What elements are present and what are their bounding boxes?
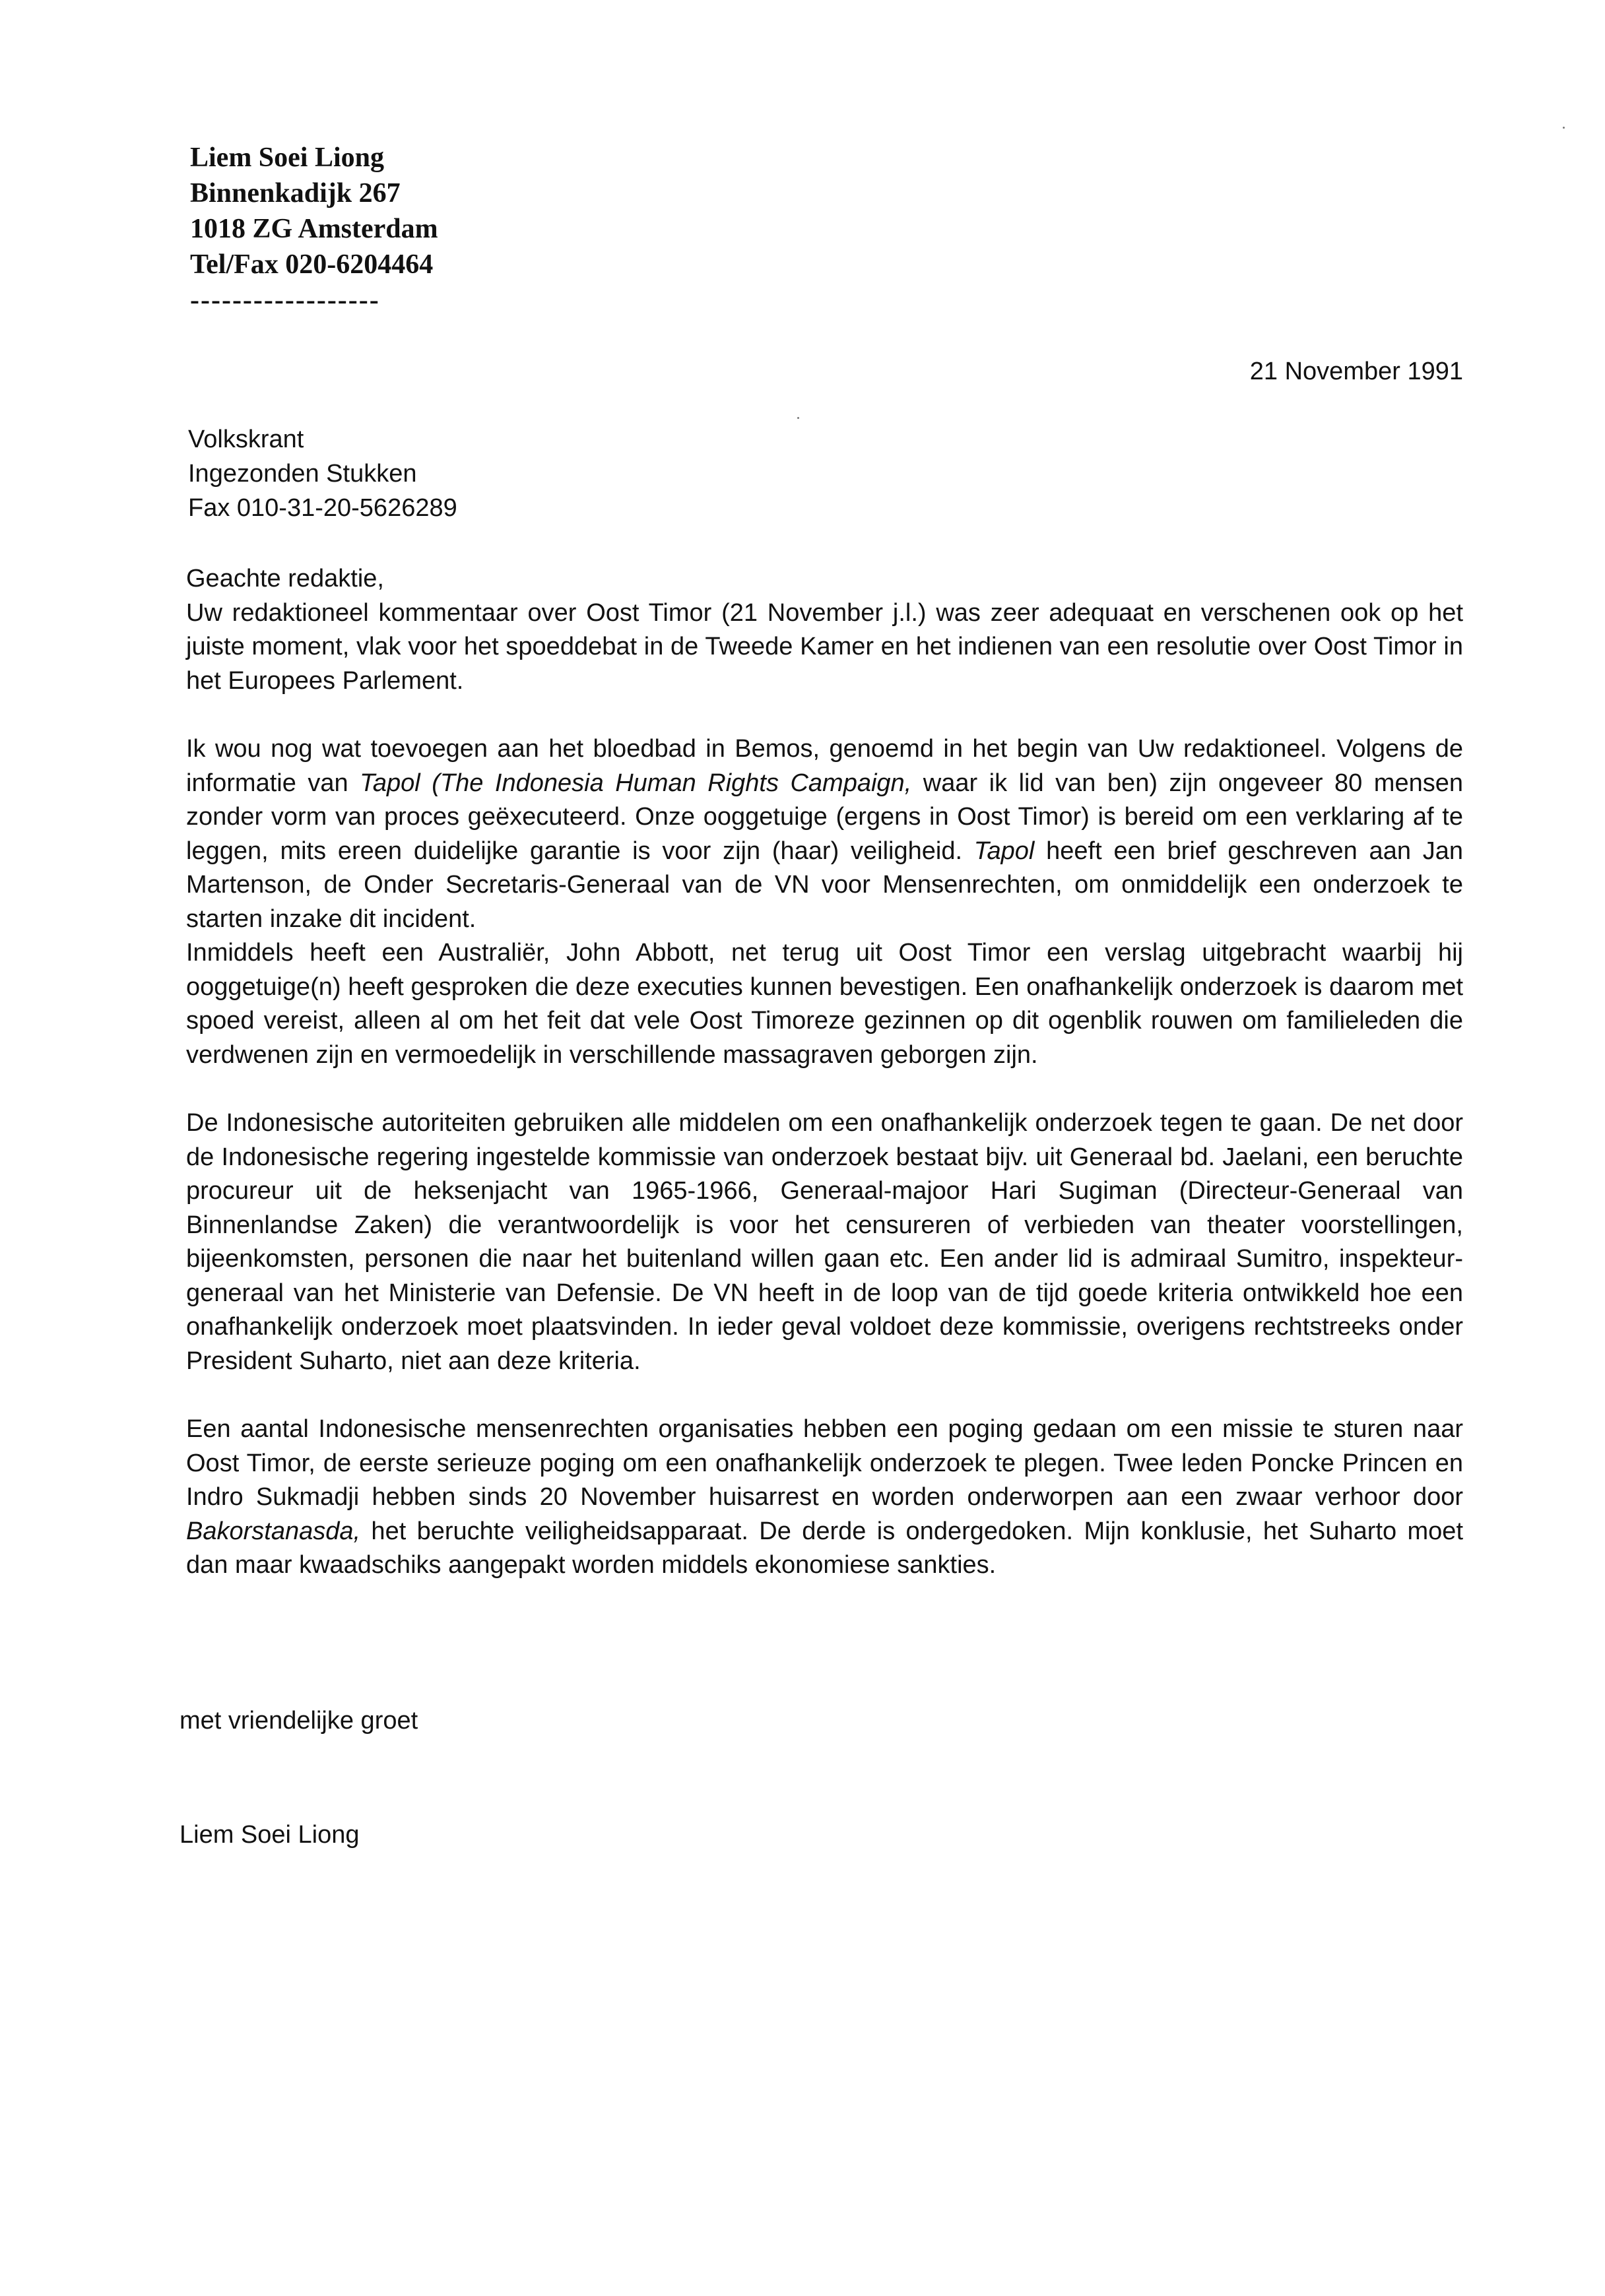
- recipient-line-1: Volkskrant: [188, 426, 304, 453]
- closing-greeting: met vriendelijke groet: [180, 1707, 418, 1735]
- sender-name: Liem Soei Liong: [190, 143, 385, 173]
- recipient-line-2: Ingezonden Stukken: [188, 460, 417, 488]
- tapol-reference-2: Tapol: [973, 837, 1035, 865]
- paragraph-1: Uw redaktioneel kommentaar over Oost Timor (21 November j.l.) was zeer adequaat en verschenen ook op het juiste moment, vlak voor het spoeddebat in de Tweede Kamer en het indienen van een resolutie over Oost Timor in het Europees Parlement.: [186, 598, 1463, 695]
- scan-speck: [797, 417, 799, 419]
- bakorstanasda-reference: Bakorstanasda,: [186, 1517, 361, 1545]
- recipient-block: [188, 422, 457, 525]
- letter-body: [186, 562, 1463, 1583]
- paragraph-3: Inmiddels heeft een Australiër, John Abbott, net terug uit Oost Timor een verslag uitgebracht waarbij hij ooggetuige(n) heeft gesproken die deze executies kunnen bevestigen. Een onafhankelijk onderzoek is daarom met spoed vereist, alleen al om het feit dat vele Oost Timoreze gezinnen op dit ogenblik rouwen om familieleden die verdwenen zijn en vermoedelijk in verschillende massagraven geborgen zijn.: [186, 939, 1463, 1069]
- signature-name: Liem Soei Liong: [180, 1821, 360, 1849]
- paragraph-5-part-a: Een aantal Indonesische mensenrechten organisaties hebben een poging gedaan om een missie te sturen naar Oost Timor, de eerste serieuze poging om een onafhankelijk onderzoek te plegen. Twee leden Poncke Princen en Indro Sukmadji hebben sinds 20 November huisarrest en worden onderworpen aan een zwaar verhoor door: [186, 1415, 1463, 1511]
- salutation: Geachte redaktie,: [186, 565, 384, 592]
- scan-speck: [1563, 127, 1565, 129]
- paragraph-2-part-a: Ik wou nog wat toevoegen aan het bloedbad in Bemos, genoemd in het begin van Uw redaktioneel. Volgens de informatie van: [186, 735, 1463, 797]
- sender-address-block: [190, 140, 438, 318]
- paragraph-5: [186, 1413, 1463, 1583]
- recipient-line-3: Fax 010-31-20-5626289: [188, 494, 457, 522]
- paragraph-5-part-b: het beruchte veiligheidsapparaat. De derde is ondergedoken. Mijn konklusie, het Suharto moet dan maar kwaadschiks aangepakt worden middels ekonomiese sankties.: [186, 1517, 1463, 1579]
- paragraph-2-part-b: waar ik lid van ben) zijn ongeveer 80 mensen zonder vorm van proces geëxecuteerd. Onze ooggetuige (ergens in Oost Timor) is bereid om een verklaring af te leggen, mits ereen duidelijke garantie is voor zijn (haar) veiligheid.: [186, 769, 1463, 865]
- sender-phone: Tel/Fax 020-6204464: [190, 249, 434, 280]
- paragraph-2-part-c: heeft een brief geschreven aan Jan Martenson, de Onder Secretaris-Generaal van de VN voor Mensenrechten, om onmiddelijk een onderzoek te starten inzake dit incident.: [186, 837, 1464, 933]
- paragraph-2: [186, 732, 1463, 936]
- letter-date: 21 November 1991: [1249, 358, 1463, 385]
- tapol-reference-1: Tapol (The Indonesia Human Rights Campaign,: [360, 769, 912, 797]
- sender-divider: ------------------: [190, 285, 380, 315]
- sender-city: 1018 ZG Amsterdam: [190, 214, 438, 244]
- sender-street: Binnenkadijk 267: [190, 178, 401, 208]
- paragraph-4: De Indonesische autoriteiten gebruiken alle middelen om een onafhankelijk onderzoek tegen te gaan. De net door de Indonesische regering ingestelde kommissie van onderzoek bestaat bijv. uit Generaal bd. Jaelani, een beruchte procureur uit de heksenjacht van 1965-1966, Generaal-majoor Hari Sugiman (Directeur-Generaal van Binnenlandse Zaken) die verantwoordelijk is voor het censureren of verbieden van theater voorstellingen, bijeenkomsten, personen die naar het buitenland willen gaan etc. Een ander lid is admiraal Sumitro, inspekteur-generaal van het Ministerie van Defensie. De VN heeft in de loop van de tijd goede kriteria ontwikkeld hoe een onafhankelijk onderzoek moet plaatsvinden. In ieder geval voldoet deze kommissie, overigens rechtstreeks onder President Suharto, niet aan deze kriteria.: [186, 1109, 1463, 1375]
